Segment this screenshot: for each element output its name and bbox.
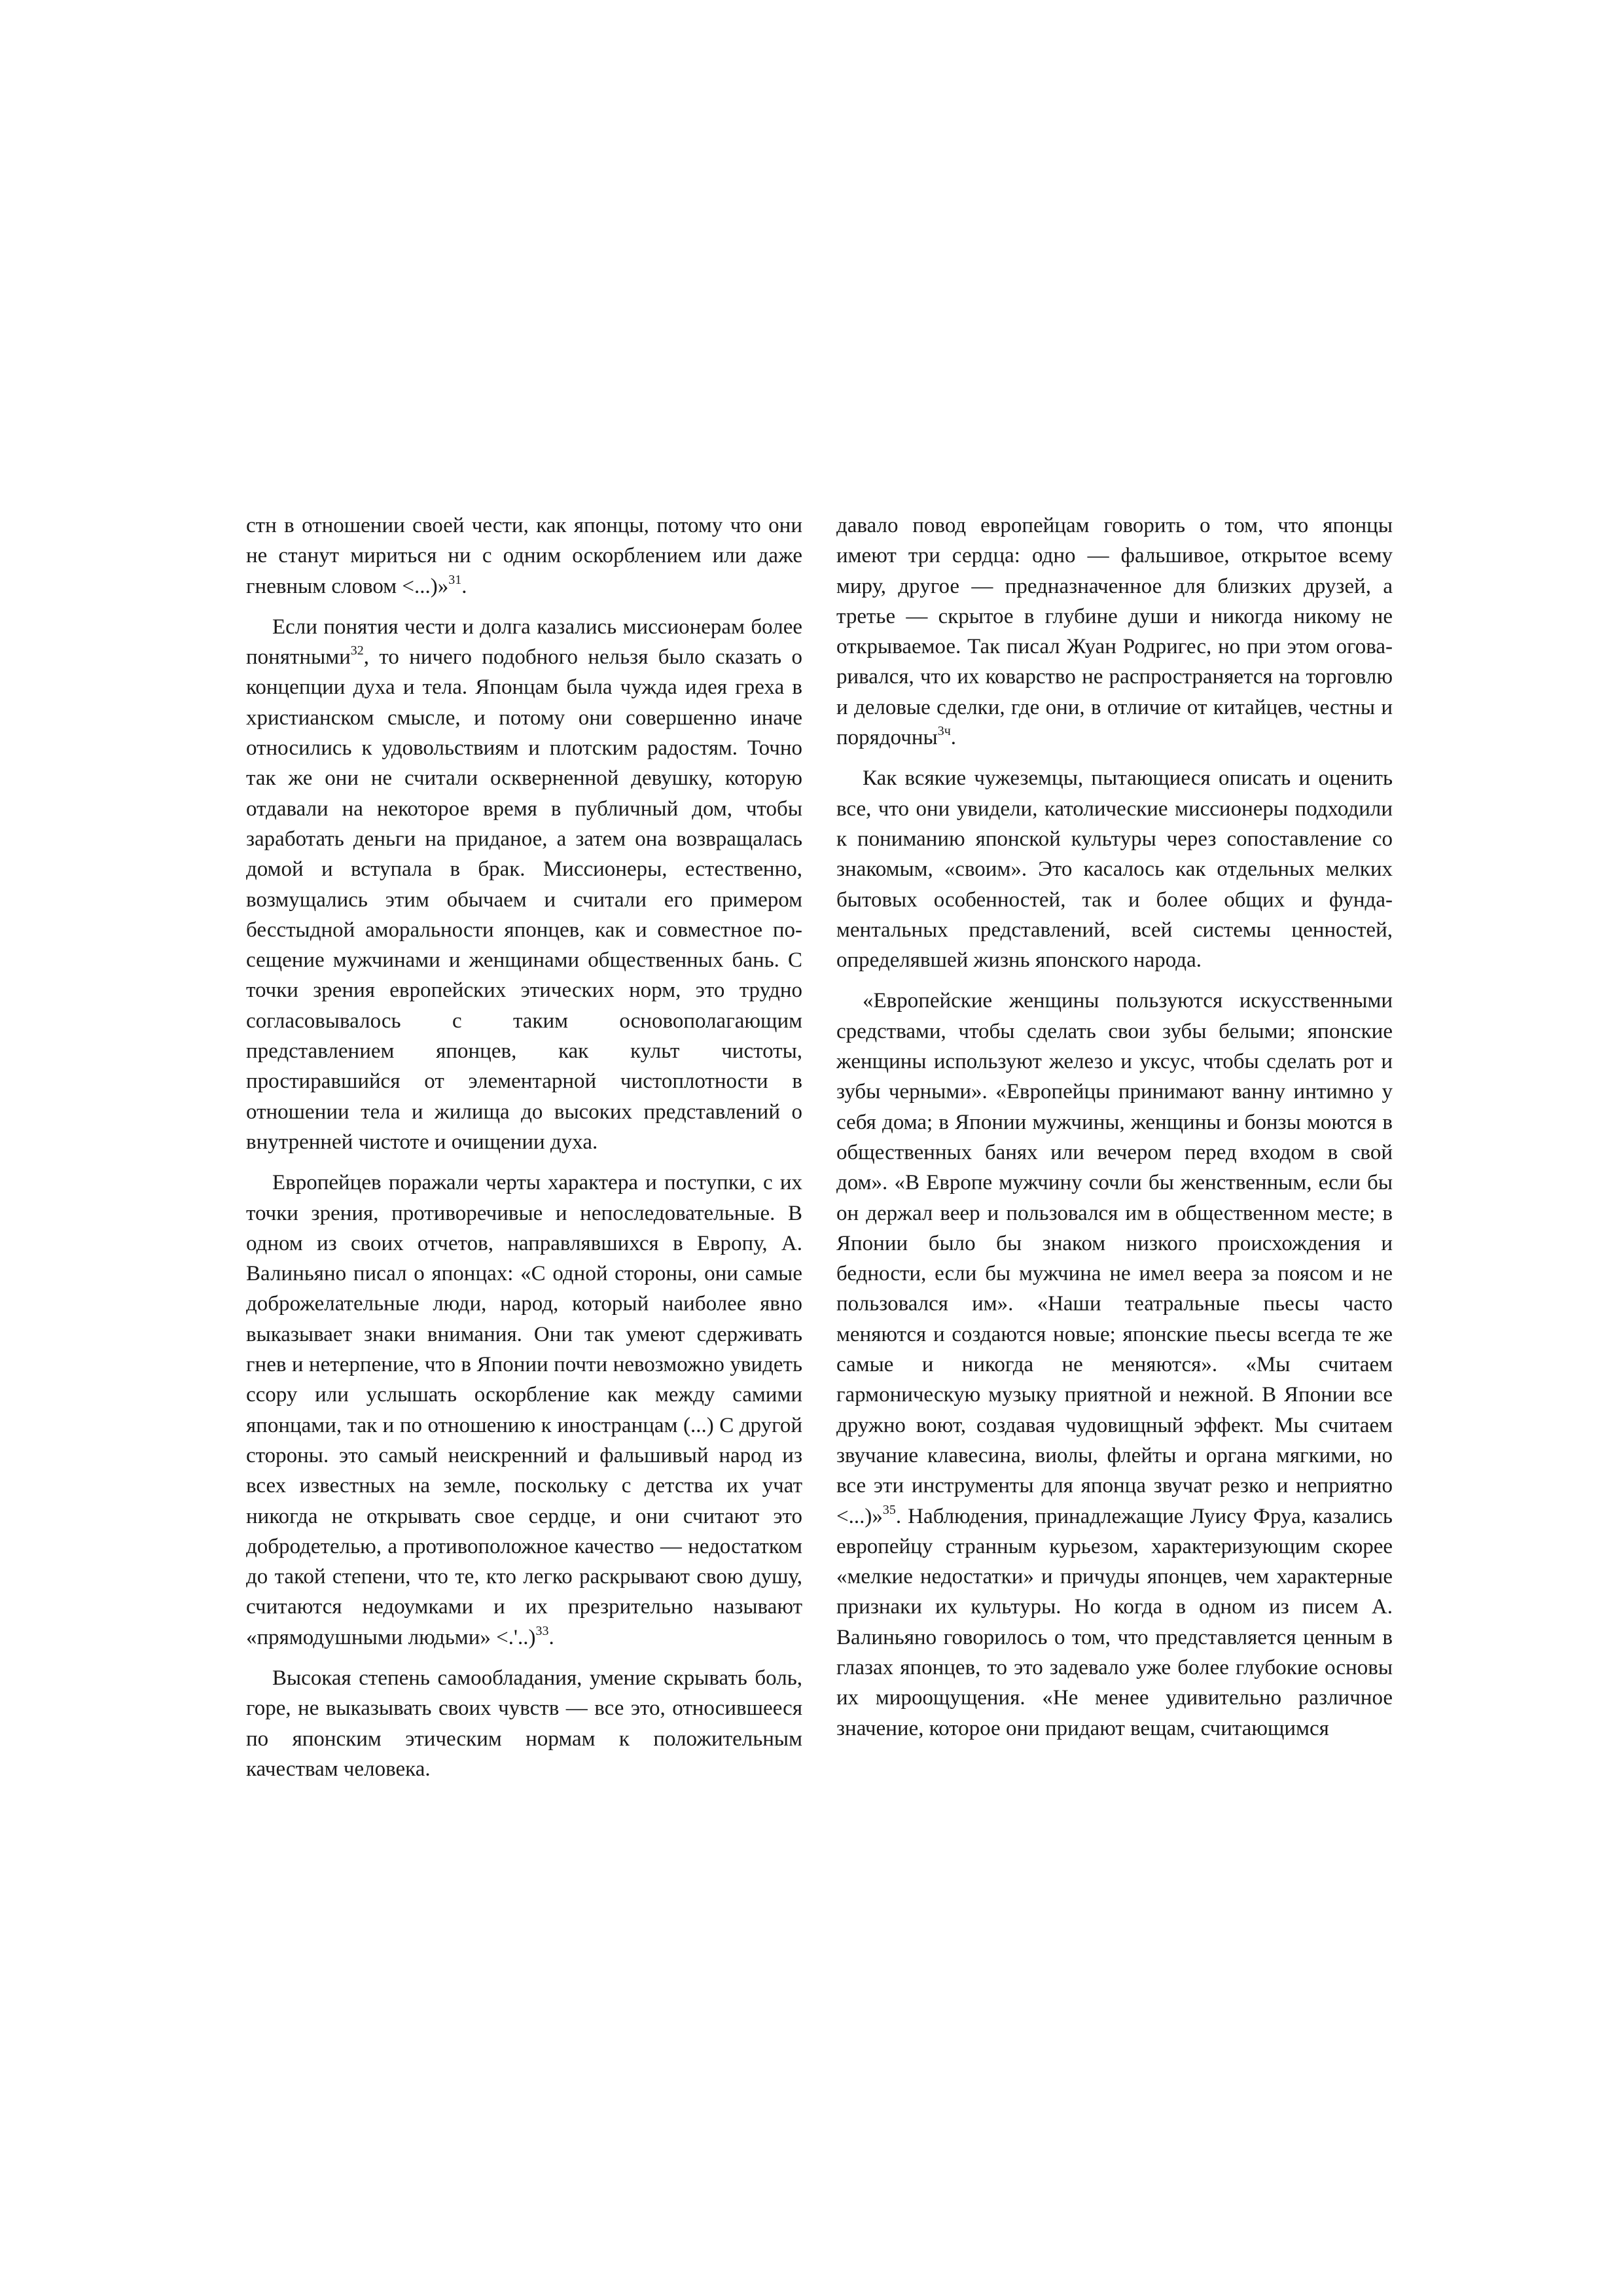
paragraph-text: Высокая степень самообладания, умение скрывать боль, горе, не выказывать своих чувств — все это, относившееся по японским этическим нормам к положительным качествам человека. bbox=[246, 1666, 802, 1781]
footnote-marker: 31 bbox=[448, 572, 462, 587]
paragraph-text: Европейцев поражали черты характера и поступки, с их точки зрения, противоречивые и непоследовательные. В одном из своих отчетов, направлявшихся в Европу, А. Валиньяно писал о японцах: «С одной стороны, они самые доброжелательные люди, народ, который наиболее явно выказывает знаки внимания. Они так умеют сдерживать гнев и нетерпение, что в Японии почти невозможно увидеть ссору или услышать оскорбление как между самими японцами, так и по отношению к иностранцам (...) С другой стороны. это самый неискренний и фальшивый народ из всех известных на земле, поскольку с детства их учат никогда не открывать свое сердце, и они считают это добродетелью, а противоположное качество — недостатком до такой степени, что те, кто легко раскрывают свою душу, считаются недоумками и их презрительно называют «прямодушными людьми» <.'..) bbox=[246, 1171, 802, 1649]
paragraph bbox=[246, 1663, 802, 1784]
paragraph-tail: . bbox=[548, 1625, 554, 1649]
paragraph bbox=[836, 763, 1393, 975]
footnote-marker: 32 bbox=[350, 643, 364, 658]
footnote-marker: 33 bbox=[535, 1623, 549, 1638]
paragraph-text: Как всякие чужеземцы, пытающиеся описать и оценить все, что они увидели, католические миссионеры подходили к пониманию японской культуры через сопоставление со знакомым, «своим». Это касалось как отдельных мелких бытовых особенностей, так и более общих и фундаментальных представлений, всей системы ценностей, определявшей жизнь японского народа. bbox=[836, 766, 1393, 973]
footnote-marker: 3ч bbox=[937, 724, 951, 739]
paragraph bbox=[836, 986, 1393, 1743]
paragraph-text: Если понятия чести и долга казались миссионерам более понятными bbox=[246, 615, 802, 670]
footnote-marker: 35 bbox=[882, 1502, 896, 1517]
paragraph-text: стн в отношении своей чести, как японцы, потому что они не станут мириться ни с одним оскорблением или даже гневным словом <...)» bbox=[246, 514, 802, 598]
paragraph-text: давало повод европейцам говорить о том, что японцы имеют три сердца: одно — фальшивое, открытое всему миру, другое — предназначенное для близких друзей, а третье — скрытое в глубине души и никогда никому не открываемое. Так писал Жуан Родригес, но при этом оговаривался, что их коварство не распространяется на торговлю и деловые сделки, где они, в отличие от китайцев, честны и порядочны bbox=[836, 514, 1393, 750]
paragraph bbox=[246, 1168, 802, 1653]
paragraph bbox=[836, 511, 1393, 753]
left-column bbox=[246, 511, 802, 1795]
paragraph-text: «Европейские женщины пользуются искусственными средствами, чтобы сделать свои зубы белыми; японские женщины используют железо и уксус, чтобы сделать рот и зубы черными». «Европейцы принимают ванну интимно у себя дома; в Японии мужчины, женщины и бонзы моются в общественных банях или вечером перед входом в свой дом». «В Европе мужчину сочли бы женственным, если бы он держал веер и пользовался им в общественном месте; в Японии было бы знаком низкого происхождения и бедности, если бы мужчина не имел веера за поясом и не пользовался им». «Наши театральные пьесы часто меняются и создаются новые; японские пьесы всегда те же самые и никогда не меняются». «Мы считаем гармоническую музыку приятной и нежной. В Японии все дружно воют, создавая чудовищный эффект. Мы считаем звучание клавесина, виолы, флейты и органа мягкими, но все эти инструменты для японца звучат резко и неприятно <...)» bbox=[836, 989, 1393, 1528]
paragraph bbox=[246, 612, 802, 1157]
paragraph-tail: . bbox=[461, 574, 467, 598]
paragraph bbox=[246, 511, 802, 601]
paragraph-tail: . Наблюдения, принадлежащие Луису Фруа, казались европейцу странным курьезом, характеризующим скорее «мелкие недостатки» и причуды японцев, чем характерные признаки их культуры. Но когда в одном из писем А. Валиньяно говорилось о том, что представляется ценным в глазах японцев, то это задевало уже более глубокие основы их мироощущения. «Не менее удивительно различное значение, которое они придают вещам, считающимся bbox=[836, 1504, 1393, 1740]
paragraph-tail: . bbox=[950, 726, 957, 750]
paragraph-tail: , то ничего подобного нельзя было сказать о концепции духа и тела. Японцам была чужда идея греха в христианском смысле, и потому они совершенно иначе относились к удовольствиям и плотским радостям. Точно так же они не считали оскверненной девушку, которую отдавали на некоторое время в публичный дом, чтобы заработать деньги на приданое, а затем она возвращалась домой и вступала в брак. Миссионеры, естественно, возмущались этим обычаем и считали его примером бесстыдной аморальности японцев, как и совместное посещение мужчинами и женщинами общественных бань. С точки зрения европейских этических норм, это трудно согласовывалось с таким основополагающим представлением японцев, как культ чистоты, простиравшийся от элементарной чистоплотности в отношении тела и жилища до высоких представлений о внутренней чистоте и очищении духа. bbox=[246, 645, 802, 1154]
right-column bbox=[836, 511, 1393, 1754]
